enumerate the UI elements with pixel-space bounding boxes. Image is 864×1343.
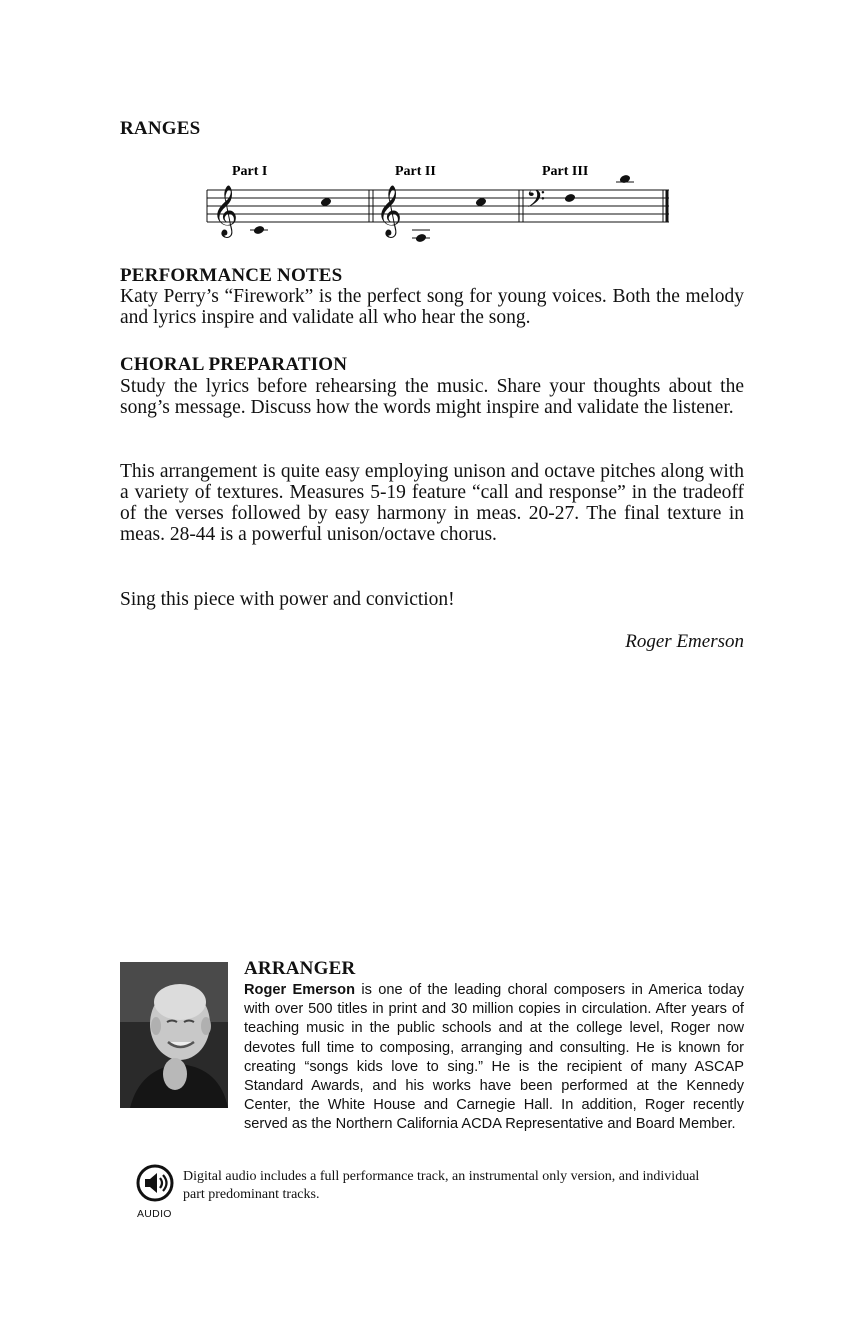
- portrait-illustration: [120, 962, 228, 1108]
- author-signature: Roger Emerson: [625, 631, 744, 652]
- part-2-label: Part II: [395, 164, 436, 179]
- ranges-heading: RANGES: [120, 118, 201, 139]
- treble-clef-icon: 𝄞: [212, 185, 239, 236]
- vocal-ranges-staff: [204, 155, 674, 245]
- treble-clef-icon: 𝄞: [376, 185, 403, 236]
- ranges-staff-svg: [204, 155, 674, 245]
- note-part3-high: [619, 174, 631, 184]
- arranger-heading: ARRANGER: [244, 958, 356, 979]
- arranger-section: [244, 958, 744, 1135]
- arranger-name: Roger Emerson: [244, 982, 355, 998]
- performance-notes-body: Katy Perry’s “Firework” is the perfect song for young voices. Both the melody and lyrics inspire and validate all who hear the song.: [120, 286, 744, 328]
- part-1-label: Part I: [232, 164, 268, 179]
- speaker-icon: [135, 1163, 175, 1203]
- arranger-bio-text: is one of the leading choral composers in America today with over 500 titles in print and 30 million copies in circulation. After years of teaching music in the public schools and at the college level, Roger now devotes full time to composing, arranging and consulting. He is known for creating “songs kids love to sing.” He is the recipient of many ASCAP Standard Awards, and his works have been performed at the Kennedy Center, the White House and Carnegie Hall. In addition, Roger recently served as the Northern California ACDA Representative and Board Member.: [244, 982, 745, 1133]
- choral-paragraph-1: Study the lyrics before rehearsing the music. Share your thoughts about the song’s message. Discuss how the words might inspire and validate the listener.: [120, 376, 744, 418]
- note-part2-low: [415, 233, 427, 243]
- staff-lines: [207, 190, 669, 222]
- audio-note: Digital audio includes a full performance track, an instrumental only version, and individual part predominant tracks.: [183, 1169, 700, 1202]
- performance-notes-heading: PERFORMANCE NOTES: [120, 265, 343, 286]
- part-3-label: Part III: [542, 164, 589, 179]
- note-part3-low: [564, 193, 576, 203]
- bass-clef-icon: 𝄢: [526, 185, 546, 220]
- choral-paragraph-2: This arrangement is quite easy employing unison and octave pitches along with a variety of textures. Measures 5-19 feature “call and response” in the tradeoff of the verses followed by easy harmony in meas. 20-27. The final texture in meas. 28-44 is a powerful unison/octave chorus.: [120, 461, 744, 545]
- audio-caption: AUDIO: [137, 1208, 172, 1220]
- arranger-bio: [244, 981, 744, 1135]
- note-part1-low: [253, 225, 265, 235]
- choral-preparation-heading: CHORAL PREPARATION: [120, 354, 348, 375]
- arranger-photo: [120, 962, 228, 1108]
- choral-paragraph-3: Sing this piece with power and conviction!: [120, 589, 455, 610]
